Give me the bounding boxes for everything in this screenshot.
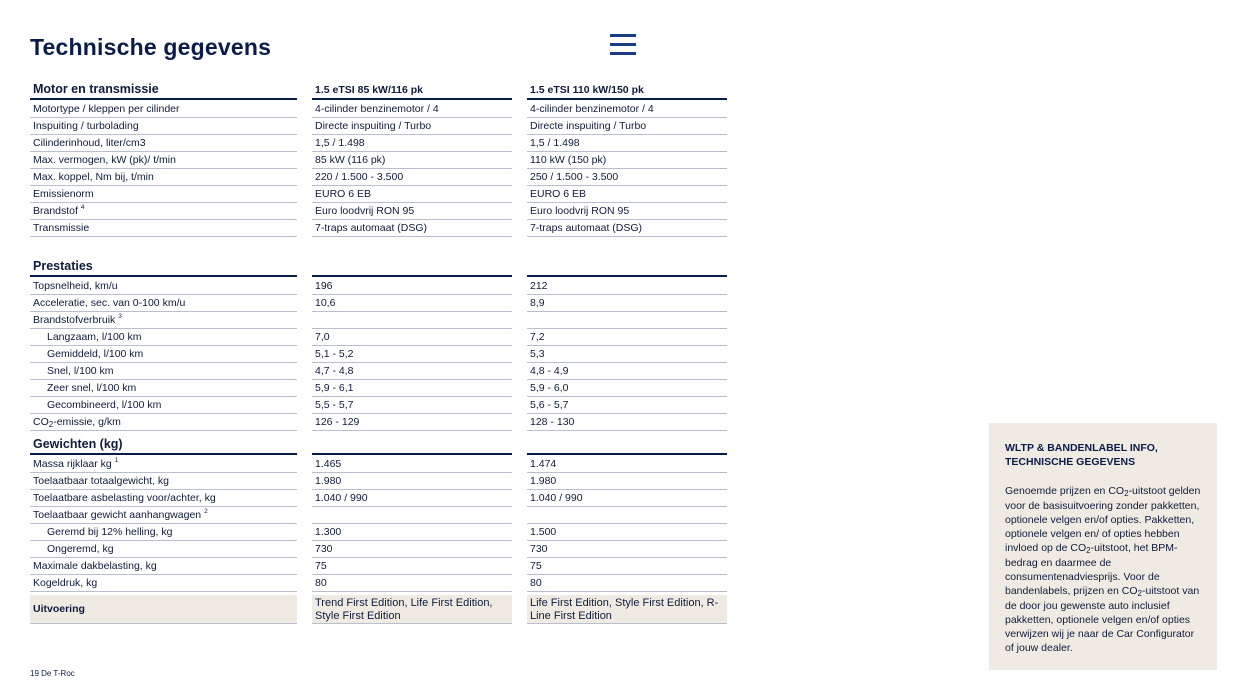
spec-label [33,169,154,186]
spec-label [33,490,216,507]
spec-value-cell [312,490,512,507]
spec-row-label [30,312,297,329]
spec-label-text: Brandstofverbruik [33,314,116,326]
spec-value: 220 / 1.500 - 3.500 [315,171,404,183]
co2-subscript: 2 [1137,589,1142,598]
spec-label [47,363,114,380]
spec-label-text: Maximale dakbelasting, kg [33,560,157,572]
spec-row-label [30,118,297,135]
wltp-info-box [989,423,1217,670]
footnote-marker: 3 [118,313,122,320]
spec-value-cell [312,507,512,524]
spec-label [33,203,85,220]
spec-row-label [30,295,297,312]
spec-label [33,558,157,575]
section-heading-label: Prestaties [33,259,93,273]
spec-label [47,397,161,414]
spec-value: 730 [315,543,333,555]
spec-value-cell [527,414,727,431]
spec-row-label [30,152,297,169]
spec-value-cell [527,380,727,397]
spec-value: 110 kW (150 pk) [530,154,607,166]
spec-value-cell [527,346,727,363]
spec-value: EURO 6 EB [530,188,587,200]
spec-value-cell [312,169,512,186]
model-column-header [312,82,512,100]
spec-value: 196 [315,280,333,292]
spec-value-cell [527,473,727,490]
spec-label-text: Langzaam, l/100 km [47,331,142,343]
spec-value: 5,9 - 6,0 [530,382,569,394]
spec-value: Directe inspuiting / Turbo [530,120,647,132]
model-name: 1.5 eTSI 85 kW/116 pk [315,84,423,96]
spec-row-label [30,220,297,237]
spec-value-cell [312,186,512,203]
spec-value-cell [312,414,512,431]
spec-value-cell [527,101,727,118]
spec-label-text: Cilinderinhoud, liter/cm3 [33,137,146,149]
spec-value: 5,5 - 5,7 [315,399,354,411]
page-title: Technische gegevens [30,34,272,60]
spec-value: 1.474 [530,458,557,470]
spec-value: Directe inspuiting / Turbo [315,120,432,132]
spec-label [47,524,172,541]
spec-label-text: Massa rijklaar kg [33,458,112,470]
spec-value: 1.465 [315,458,342,470]
spec-value-cell [312,363,512,380]
spec-value-cell [312,456,512,473]
spec-value: 7-traps automaat (DSG) [315,222,428,234]
section-heading-label: Gewichten (kg) [33,437,123,451]
spec-value-cell [527,203,727,220]
spec-value: 5,9 - 6,1 [315,382,354,394]
spec-value: 10,6 [315,297,336,309]
co2-subscript: 2 [1124,489,1129,498]
footnote-marker: 4 [80,204,85,211]
spec-label-text: Gemiddeld, l/100 km [47,348,144,360]
spec-row-label [30,541,297,558]
spec-label [33,312,122,329]
spec-label-text: Transmissie [33,222,90,234]
spec-value-cell [527,456,727,473]
spec-label-text: Max. vermogen, kW (pk)/ t/min [33,154,176,166]
spec-value: 75 [530,560,542,572]
footnote-marker: 2 [204,508,208,515]
spec-label [33,278,118,295]
menu-line [610,34,636,37]
spec-label [33,575,97,592]
spec-value: 5,3 [530,348,545,360]
spec-label-text: Motortype / kleppen per cilinder [33,103,180,115]
spec-value: Euro loodvrij RON 95 [315,205,415,217]
spec-label-text: Kogeldruk, kg [33,577,98,589]
info-heading: WLTP & BANDENLABEL INFO, TECHNISCHE GEGEVENS [1005,442,1158,468]
spec-row-label [30,524,297,541]
spec-value-cell [527,152,727,169]
spec-value-cell [527,541,727,558]
spec-value: 1.980 [315,475,342,487]
spec-value: 1,5 / 1.498 [530,137,580,149]
model-column-header [312,437,512,455]
spec-label-text: Emissienorm [33,188,94,200]
spec-value-cell [527,558,727,575]
section-heading [30,437,297,455]
spec-value-cell [527,135,727,152]
spec-row-label [30,490,297,507]
spec-value-cell [312,118,512,135]
spec-row-label [30,575,297,592]
spec-value-cell [312,101,512,118]
section-heading [30,82,297,100]
spec-label-text: Snel, l/100 km [47,365,114,377]
spec-label-text: Toelaatbaar totaalgewicht, kg [33,475,170,487]
spec-label-text: Brandstof [33,205,78,217]
spec-row-label [30,135,297,152]
menu-line [610,52,636,55]
uitvoering-editions: Life First Edition, Style First Edition, R-Line First Edition [530,597,719,622]
spec-value-cell [312,135,512,152]
spec-label [33,101,180,118]
spec-value-cell [527,507,727,524]
spec-value-cell [312,220,512,237]
spec-value-cell [527,169,727,186]
spec-value-cell [527,490,727,507]
spec-row-label [30,397,297,414]
spec-value: 1.980 [530,475,557,487]
spec-value-cell [527,524,727,541]
spec-label [47,541,114,558]
co2-row-label [30,414,297,431]
spec-value-cell [312,380,512,397]
spec-value-cell [312,312,512,329]
spec-row-label [30,456,297,473]
spec-label-text: Topsnelheid, km/u [33,280,118,292]
spec-row-label [30,278,297,295]
spec-row-label [30,329,297,346]
page-footer: 19 De T-Roc [30,669,75,678]
spec-label [33,152,176,169]
model-name: 1.5 eTSI 110 kW/150 pk [530,84,644,96]
spec-row-label [30,101,297,118]
spec-value-cell [312,524,512,541]
spec-value-cell [527,220,727,237]
spec-label [33,295,185,312]
spec-value-cell [527,118,727,135]
info-body: Genoemde prijzen en $CO_2$-uitstoot gelden voor de basisuitvoering zonder pakketten, optionele velgen en/of opties. Pakketten, optionele velgen en/ of opties hebben invloed op de $CO_2$-uitstoot, het BPM-bedrag en daarmee de consumentenadviesprijs. Voor de bandenlabels, prijzen en $CO_2$-uitstoot van de door jou gewenste auto inclusief pakketten, optionele velgen en/of opties verwijzen wij je naar de Car Configurator of jouw dealer. [1005,485,1201,654]
spec-value: 7-traps automaat (DSG) [530,222,643,234]
spec-value-cell [527,329,727,346]
spec-value: 212 [530,280,548,292]
uitvoering-value-cell [527,595,727,624]
spec-value: 4,7 - 4,8 [315,365,354,377]
hamburger-menu-icon[interactable] [610,34,636,56]
co2-subscript: 2 [48,420,54,429]
spec-value: 1.500 [530,526,557,538]
model-column-header [527,259,727,277]
spec-value: 80 [530,577,542,589]
spec-label [33,118,139,135]
spec-value-cell [312,278,512,295]
spec-value-cell [527,186,727,203]
spec-value-cell [312,473,512,490]
uitvoering-value-cell [312,595,512,624]
spec-row-label [30,473,297,490]
spec-row-label [30,346,297,363]
spec-value: 5,1 - 5,2 [315,348,354,360]
uitvoering-label-cell [30,595,297,624]
spec-value-cell [312,541,512,558]
spec-label [33,473,169,490]
spec-label-text: Acceleratie, sec. van 0-100 km/u [33,297,186,309]
spec-label-text: Gecombineerd, l/100 km [47,399,162,411]
spec-value-cell [312,203,512,220]
spec-label-text: Toelaatbaar gewicht aanhangwagen [33,509,202,521]
spec-value: 8,9 [530,297,545,309]
uitvoering-editions: Trend First Edition, Life First Edition, Style First Edition [315,597,493,622]
spec-value: 4-cilinder benzinemotor / 4 [530,103,654,115]
spec-row-label [30,507,297,524]
spec-value-cell [312,152,512,169]
spec-value: 126 - 129 [315,416,360,428]
spec-value: Euro loodvrij RON 95 [530,205,630,217]
spec-value: 250 / 1.500 - 3.500 [530,171,619,183]
spec-value: 80 [315,577,327,589]
spec-value: 1.040 / 990 [315,492,368,504]
spec-label [33,186,94,203]
spec-label [33,456,118,473]
uitvoering-label: Uitvoering [33,603,85,615]
spec-value: 7,0 [315,331,330,343]
spec-label-text: Zeer snel, l/100 km [47,382,137,394]
spec-value-cell [312,397,512,414]
section-heading [30,259,297,277]
spec-value: 128 - 130 [530,416,575,428]
footnote-marker: 1 [114,457,119,464]
co2-label-suffix: -emissie, g/km [53,416,121,428]
spec-value-cell [527,575,727,592]
co2-subscript: 2 [1086,546,1091,555]
spec-label [33,135,146,152]
spec-label [47,346,143,363]
spec-row-label [30,169,297,186]
spec-value-cell [312,329,512,346]
spec-value: 4,8 - 4,9 [530,365,569,377]
spec-value: 4-cilinder benzinemotor / 4 [315,103,439,115]
spec-value-cell [527,278,727,295]
model-column-header [312,259,512,277]
spec-label [33,414,121,431]
spec-value-cell [312,295,512,312]
spec-value: 7,2 [530,331,545,343]
spec-label-text: Ongeremd, kg [47,543,114,555]
section-heading-label: Motor en transmissie [33,82,159,96]
spec-row-label [30,186,297,203]
spec-row-label [30,380,297,397]
spec-value: 1.040 / 990 [530,492,583,504]
spec-value-cell [527,295,727,312]
spec-value-cell [527,397,727,414]
model-column-header [527,437,727,455]
spec-value-cell [527,363,727,380]
spec-value: 1.300 [315,526,342,538]
spec-label [47,329,142,346]
spec-label-text: Toelaatbare asbelasting voor/achter, kg [33,492,216,504]
spec-value: 85 kW (116 pk) [315,154,386,166]
spec-label [33,507,208,524]
spec-value-cell [527,312,727,329]
spec-row-label [30,203,297,220]
model-column-header [527,82,727,100]
spec-value: 1,5 / 1.498 [315,137,365,149]
spec-label-text: Geremd bij 12% helling, kg [47,526,173,538]
spec-value-cell [312,575,512,592]
spec-row-label [30,363,297,380]
spec-label [47,380,136,397]
spec-label [33,220,89,237]
spec-value: 5,6 - 5,7 [530,399,569,411]
spec-value: EURO 6 EB [315,188,372,200]
spec-value: 730 [530,543,548,555]
spec-value-cell [312,558,512,575]
co2-label: CO [33,416,49,428]
spec-label-text: Inspuiting / turbolading [33,120,139,132]
spec-value: 75 [315,560,327,572]
menu-line [610,43,636,46]
spec-value-cell [312,346,512,363]
spec-row-label [30,558,297,575]
spec-label-text: Max. koppel, Nm bij, t/min [33,171,154,183]
